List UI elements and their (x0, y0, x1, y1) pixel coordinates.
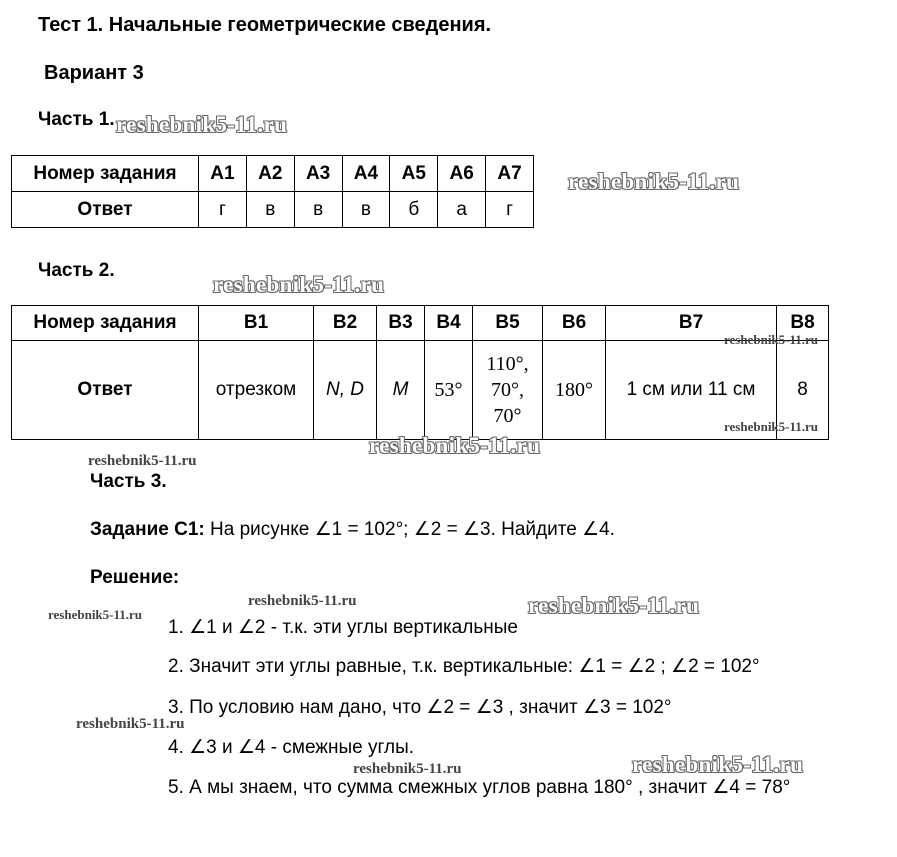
watermark: reshebnik5-11.ru (88, 453, 197, 469)
watermark: reshebnik5-11.ru (724, 419, 819, 434)
table-header-cell: Ответ (12, 341, 199, 440)
task-c1-label: Задание С1: (90, 519, 205, 540)
watermark: reshebnik5-11.ru (76, 716, 185, 732)
table-row (12, 192, 534, 228)
answer-cell: в (294, 192, 342, 228)
table-row (12, 306, 829, 341)
table-row (12, 341, 829, 440)
watermark: reshebnik5-11.ru (632, 752, 804, 777)
part1-answer-table (11, 155, 534, 228)
table-header-cell: Ответ (12, 192, 199, 228)
part2-answer-table (11, 305, 829, 440)
table-header-cell: Номер задания (12, 306, 199, 341)
task-number-cell: В7 (606, 306, 777, 341)
answer-cell: 110°, 70°, 70° (473, 341, 543, 440)
watermark: reshebnik5-11.ru (353, 761, 462, 777)
task-number-cell: В2 (314, 306, 377, 341)
task-number-cell: В5 (473, 306, 543, 341)
table-header-cell: Номер задания (12, 156, 199, 192)
answer-cell: 8 (777, 341, 829, 440)
answer-cell: 1 см или 11 см (606, 341, 777, 440)
task-number-cell: В1 (199, 306, 314, 341)
table-row (12, 156, 534, 192)
answer-cell: б (390, 192, 438, 228)
watermark: reshebnik5-11.ru (724, 332, 819, 347)
variant-label: Вариант 3 (44, 62, 144, 84)
watermark: reshebnik5-11.ru (213, 272, 385, 297)
answer-cell: 53° (425, 341, 473, 440)
answer-cell: а (438, 192, 486, 228)
task-number-cell: А7 (486, 156, 534, 192)
page-title: Тест 1. Начальные геометрические сведения. (38, 14, 492, 36)
task-c1 (90, 518, 615, 541)
task-c1-text: На рисунке ∠1 = 102°; ∠2 = ∠3. Найдите ∠4. (210, 519, 615, 540)
part2-heading: Часть 2. (38, 260, 115, 281)
solution-step: 3. По условию нам дано, что ∠2 = ∠3 , значит ∠3 = 102° (168, 697, 672, 718)
part3-heading: Часть 3. (90, 471, 167, 492)
task-number-cell: А6 (438, 156, 486, 192)
task-number-cell: А5 (390, 156, 438, 192)
watermark: reshebnik5-11.ru (568, 169, 740, 194)
answer-cell: г (486, 192, 534, 228)
watermark: reshebnik5-11.ru (48, 607, 143, 622)
task-number-cell: А3 (294, 156, 342, 192)
task-number-cell: В3 (377, 306, 425, 341)
answer-cell: N, D (314, 341, 377, 440)
solution-step: 5. А мы знаем, что сумма смежных углов равна 180° , значит ∠4 = 78° (168, 777, 791, 798)
task-number-cell: В4 (425, 306, 473, 341)
watermark: reshebnik5-11.ru (369, 433, 541, 458)
task-number-cell: А4 (342, 156, 390, 192)
solution-step: 1. ∠1 и ∠2 - т.к. эти углы вертикальные (168, 617, 518, 638)
answer-cell: 180° (543, 341, 606, 440)
watermark: reshebnik5-11.ru (116, 112, 288, 137)
answer-cell: M (377, 341, 425, 440)
answer-cell: в (342, 192, 390, 228)
solution-label: Решение: (90, 567, 180, 588)
watermark: reshebnik5-11.ru (248, 593, 357, 609)
answer-cell: в (246, 192, 294, 228)
task-number-cell: А2 (246, 156, 294, 192)
solution-step: 4. ∠3 и ∠4 - смежные углы. (168, 737, 415, 758)
task-number-cell: А1 (199, 156, 247, 192)
part1-heading: Часть 1. (38, 109, 115, 130)
solution-step: 2. Значит эти углы равные, т.к. вертикальные: ∠1 = ∠2 ; ∠2 = 102° (168, 656, 760, 677)
answer-cell: отрезком (199, 341, 314, 440)
task-number-cell: В6 (543, 306, 606, 341)
watermark: reshebnik5-11.ru (528, 593, 700, 618)
task-number-cell: В8 (777, 306, 829, 341)
answer-cell: г (199, 192, 247, 228)
